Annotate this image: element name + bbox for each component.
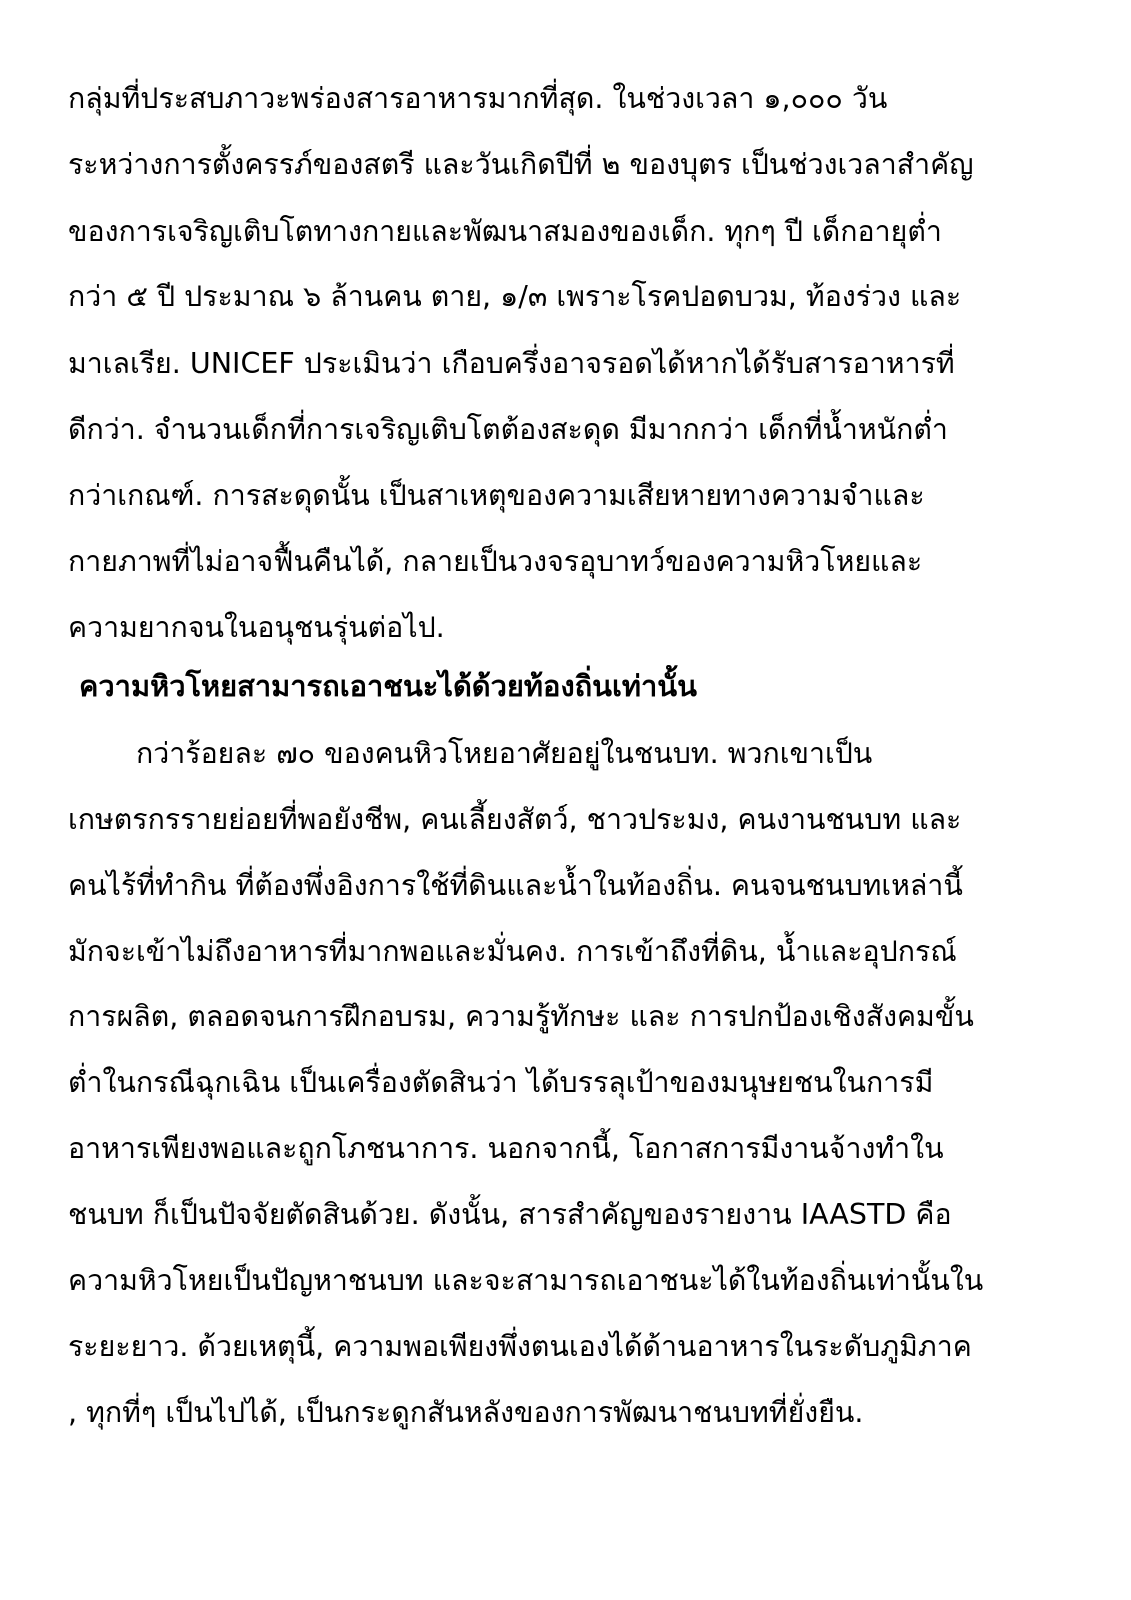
section-heading: ความหิวโหยสามารถเอาชนะได้ด้วยท้องถิ่นเท่านั้น <box>79 669 697 703</box>
paragraph-2-line-7: อาหารเพียงพอและถูกโภชนาการ. นอกจากนี้, โอกาสการมีงานจ้างทำใน <box>68 1132 944 1165</box>
paragraph-2-line-5: การผลิต, ตลอดจนการฝึกอบรม, ความรู้ทักษะ และ การปกป้องเชิงสังคมขั้น <box>68 1000 974 1033</box>
paragraph-2-line-2: เกษตรกรรายย่อยที่พอยังชีพ, คนเลี้ยงสัตว์, ชาวประมง, คนงานชนบท และ <box>68 803 962 836</box>
paragraph-1-line-1: กลุ่มที่ประสบภาวะพร่องสารอาหารมากที่สุด. ในช่วงเวลา ๑,๐๐๐ วัน <box>68 82 888 115</box>
paragraph-2-line-1: กว่าร้อยละ ๗๐ ของคนหิวโหยอาศัยอยู่ในชนบท. พวกเขาเป็น <box>136 737 873 770</box>
paragraph-2-line-9: ความหิวโหยเป็นปัญหาชนบท และจะสามารถเอาชนะได้ในท้องถิ่นเท่านั้นใน <box>68 1264 984 1297</box>
paragraph-2-line-8: ชนบท ก็เป็นปัจจัยตัดสินด้วย. ดังนั้น, สารสำคัญของรายงาน IAASTD คือ <box>68 1198 952 1231</box>
paragraph-2-line-11: , ทุกที่ๆ เป็นไปได้, เป็นกระดูกสันหลังของการพัฒนาชนบทที่ยั่งยืน. <box>68 1396 864 1429</box>
paragraph-1-line-5: มาเลเรีย. UNICEF ประเมินว่า เกือบครึ่งอาจรอดได้หากได้รับสารอาหารที่ <box>68 347 955 380</box>
paragraph-1-line-7: กว่าเกณฑ์. การสะดุดนั้น เป็นสาเหตุของความเสียหายทางความจำและ <box>68 479 925 512</box>
paragraph-1-line-6: ดีกว่า. จำนวนเด็กที่การเจริญเติบโตต้องสะดุด มีมากกว่า เด็กที่น้ำหนักต่ำ <box>68 413 948 446</box>
paragraph-1-line-2: ระหว่างการตั้งครรภ์ของสตรี และวันเกิดปีที่ ๒ ของบุตร เป็นช่วงเวลาสำคัญ <box>68 148 974 181</box>
paragraph-2-line-10: ระยะยาว. ด้วยเหตุนี้, ความพอเพียงพึ่งตนเองได้ด้านอาหารในระดับภูมิภาค <box>68 1330 972 1363</box>
paragraph-1-line-4: กว่า ๕ ปี ประมาณ ๖ ล้านคน ตาย, ๑/๓ เพราะโรคปอดบวม, ท้องร่วง และ <box>68 280 962 313</box>
paragraph-2-line-3: คนไร้ที่ทำกิน ที่ต้องพึ่งอิงการใช้ที่ดินและน้ำในท้องถิ่น. คนจนชนบทเหล่านี้ <box>68 869 963 902</box>
paragraph-1-line-3: ของการเจริญเติบโตทางกายและพัฒนาสมองของเด็ก. ทุกๆ ปี เด็กอายุต่ำ <box>68 215 942 248</box>
paragraph-2-line-6: ต่ำในกรณีฉุกเฉิน เป็นเครื่องตัดสินว่า ได้บรรลุเป้าของมนุษยชนในการมี <box>68 1066 934 1099</box>
paragraph-1-line-9: ความยากจนในอนุชนรุ่นต่อไป. <box>68 611 445 644</box>
paragraph-1-line-8: กายภาพที่ไม่อาจฟื้นคืนได้, กลายเป็นวงจรอุบาทว์ของความหิวโหยและ <box>68 545 923 578</box>
paragraph-2-line-4: มักจะเข้าไม่ถึงอาหารที่มากพอและมั่นคง. การเข้าถึงที่ดิน, น้ำและอุปกรณ์ <box>68 935 957 968</box>
